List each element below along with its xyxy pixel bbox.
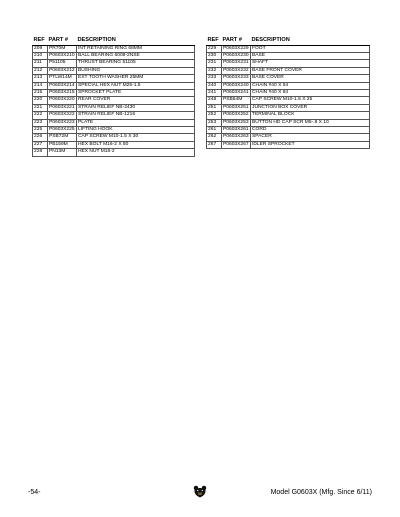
ref-cell: 212 bbox=[33, 67, 48, 74]
part-number-cell: P0603X214 bbox=[49, 82, 75, 88]
part-number-cell: PSB64M bbox=[222, 97, 251, 104]
part-number-cell: P0603X223 bbox=[49, 119, 75, 125]
description-cell: JUNCTION BOX COVER bbox=[251, 104, 370, 111]
table-row bbox=[207, 119, 370, 126]
description-cell: FOOT bbox=[251, 45, 370, 52]
description-cell: BASE COVER bbox=[251, 75, 370, 82]
description-cell: PLATE bbox=[77, 119, 195, 126]
description-cell: SPACER bbox=[251, 134, 370, 141]
part-number-cell: P51105 bbox=[48, 60, 77, 67]
description-cell: LIFTING HOOK bbox=[77, 126, 195, 133]
part-number-cell: P0603X220 bbox=[49, 97, 75, 103]
table-row bbox=[33, 89, 195, 96]
ref-cell: 253 bbox=[207, 119, 222, 126]
part-number-cell: P0603X232 bbox=[223, 67, 249, 73]
ref-cell: 232 bbox=[207, 67, 222, 74]
ref-cell: 211 bbox=[33, 60, 48, 67]
ref-cell: 252 bbox=[207, 112, 222, 119]
table-row bbox=[33, 149, 195, 156]
table-row bbox=[207, 89, 370, 96]
table-row bbox=[33, 126, 195, 133]
description-cell: CHAIN #40 X 84 bbox=[251, 89, 370, 96]
part-number-cell: P0603X252 bbox=[223, 112, 249, 118]
ref-cell: 228 bbox=[33, 149, 48, 156]
description-cell: STRAIN RELIEF NB-1216 bbox=[77, 112, 195, 119]
description-cell: BUTTON HD CAP SCR M5-.8 X 10 bbox=[251, 119, 370, 126]
part-number-cell: P0603X210 bbox=[49, 52, 75, 58]
description-cell: BUSHING bbox=[77, 67, 195, 74]
table-row bbox=[207, 112, 370, 119]
description-cell: CAP SCREW M10-1.5 X 25 bbox=[251, 97, 370, 104]
part-number-cell: P0603X215 bbox=[49, 89, 75, 95]
table-row bbox=[33, 112, 195, 119]
part-number-cell: PB159M bbox=[48, 141, 77, 148]
part-header: PART # bbox=[48, 37, 77, 45]
part-number-cell: P0603X225 bbox=[49, 126, 75, 132]
ref-cell: 223 bbox=[33, 119, 48, 126]
part-number-cell: P0603X221 bbox=[49, 104, 75, 110]
table-row bbox=[207, 104, 370, 111]
parts-table-left bbox=[32, 37, 195, 157]
part-number-cell: PSB72M bbox=[48, 134, 77, 141]
description-cell: EXT TOOTH WASHER 25MM bbox=[77, 75, 195, 82]
ref-cell: 251 bbox=[207, 104, 222, 111]
table-row bbox=[33, 45, 195, 52]
table-row bbox=[33, 104, 195, 111]
description-cell: CHAIN #40 X 54 bbox=[251, 82, 370, 89]
table-row bbox=[207, 141, 370, 148]
part-number-cell: P0603X231 bbox=[223, 60, 249, 66]
part-number-cell: PR70M bbox=[48, 45, 77, 52]
table-row bbox=[33, 75, 195, 82]
description-cell: TERMINAL BLOCK bbox=[251, 112, 370, 119]
ref-cell: 267 bbox=[207, 141, 222, 148]
part-number-cell: PN13M bbox=[48, 149, 77, 156]
ref-cell: 215 bbox=[33, 89, 48, 96]
part-number-cell: P0603X233 bbox=[223, 75, 249, 81]
ref-cell: 227 bbox=[33, 141, 48, 148]
ref-cell: 210 bbox=[33, 52, 48, 59]
table-row bbox=[33, 67, 195, 74]
ref-cell: 220 bbox=[33, 97, 48, 104]
description-cell: HEX BOLT M16-2 X 80 bbox=[77, 141, 195, 148]
table-row bbox=[33, 119, 195, 126]
table-row bbox=[207, 126, 370, 133]
ref-cell: 213 bbox=[33, 75, 48, 82]
ref-cell: 229 bbox=[207, 45, 222, 52]
table-row bbox=[33, 60, 195, 67]
description-cell: BASE bbox=[251, 52, 370, 59]
table-row bbox=[207, 52, 370, 59]
model-footer: Model G0603X (Mfg. Since 6/11) bbox=[270, 489, 372, 496]
description-cell: SHAFT bbox=[251, 60, 370, 67]
parts-table-right bbox=[206, 37, 370, 149]
table-row bbox=[33, 52, 195, 59]
table-row bbox=[207, 97, 370, 104]
ref-cell: 241 bbox=[207, 89, 222, 96]
ref-cell: 221 bbox=[33, 104, 48, 111]
table-row bbox=[207, 134, 370, 141]
ref-cell: 233 bbox=[207, 75, 222, 82]
description-cell: SPROCKET PLATE bbox=[77, 89, 195, 96]
ref-cell: 230 bbox=[207, 52, 222, 59]
description-cell: CAP SCREW M10-1.5 X 30 bbox=[77, 134, 195, 141]
ref-cell: 240 bbox=[207, 82, 222, 89]
part-number-cell: P0603X230 bbox=[223, 52, 249, 58]
ref-cell: 231 bbox=[207, 60, 222, 67]
table-row bbox=[207, 67, 370, 74]
table-row bbox=[207, 60, 370, 67]
part-number-cell: P0603X261 bbox=[223, 126, 249, 132]
table-row bbox=[33, 97, 195, 104]
ref-header: REF bbox=[207, 37, 222, 45]
table-row bbox=[33, 134, 195, 141]
part-number-cell: P0603X267 bbox=[223, 141, 249, 147]
part-number-cell: P0603X251 bbox=[223, 104, 249, 110]
description-cell: BALL BEARING 6008-2NSE bbox=[77, 52, 195, 59]
part-number-cell: P0603X222 bbox=[49, 112, 75, 118]
description-cell: IDLER SPROCKET bbox=[251, 141, 370, 148]
table-row bbox=[33, 82, 195, 89]
table-row bbox=[33, 141, 195, 148]
description-header: DESCRIPTION bbox=[251, 37, 370, 45]
part-number-cell: P0603X241 bbox=[223, 89, 249, 95]
description-cell: REAR COVER bbox=[77, 97, 195, 104]
header-row bbox=[33, 37, 195, 45]
ref-cell: 261 bbox=[207, 126, 222, 133]
ref-header: REF bbox=[33, 37, 48, 45]
description-cell: INT RETAINING RING 68MM bbox=[77, 45, 195, 52]
description-cell: HEX NUT M16-2 bbox=[77, 149, 195, 156]
table-row bbox=[207, 82, 370, 89]
description-cell: BASE FRONT COVER bbox=[251, 67, 370, 74]
description-cell: SPECIAL HEX NUT M25-1.5 bbox=[77, 82, 195, 89]
ref-cell: 248 bbox=[207, 97, 222, 104]
ref-cell: 226 bbox=[33, 134, 48, 141]
description-header: DESCRIPTION bbox=[77, 37, 195, 45]
table-row bbox=[207, 75, 370, 82]
part-number-cell: PTLW14M bbox=[48, 75, 77, 82]
part-number-cell: P0603X240 bbox=[223, 82, 249, 88]
part-header: PART # bbox=[222, 37, 251, 45]
part-number-cell: P0603X229 bbox=[223, 45, 249, 51]
description-cell: THRUST BEARING 51105 bbox=[77, 60, 195, 67]
part-number-cell: P0603X263 bbox=[223, 134, 249, 140]
ref-cell: 214 bbox=[33, 82, 48, 89]
ref-cell: 225 bbox=[33, 126, 48, 133]
page-number: -54- bbox=[28, 489, 41, 496]
part-number-cell: P0603X253 bbox=[223, 119, 249, 125]
table-row bbox=[207, 45, 370, 52]
description-cell: STRAIN RELIEF NB-2430 bbox=[77, 104, 195, 111]
ref-cell: 222 bbox=[33, 112, 48, 119]
bear-logo-icon bbox=[193, 485, 207, 498]
description-cell: CORD bbox=[251, 126, 370, 133]
header-row bbox=[207, 37, 370, 45]
ref-cell: 262 bbox=[207, 134, 222, 141]
ref-cell: 209 bbox=[33, 45, 48, 52]
part-number-cell: P0603X212 bbox=[49, 67, 75, 73]
